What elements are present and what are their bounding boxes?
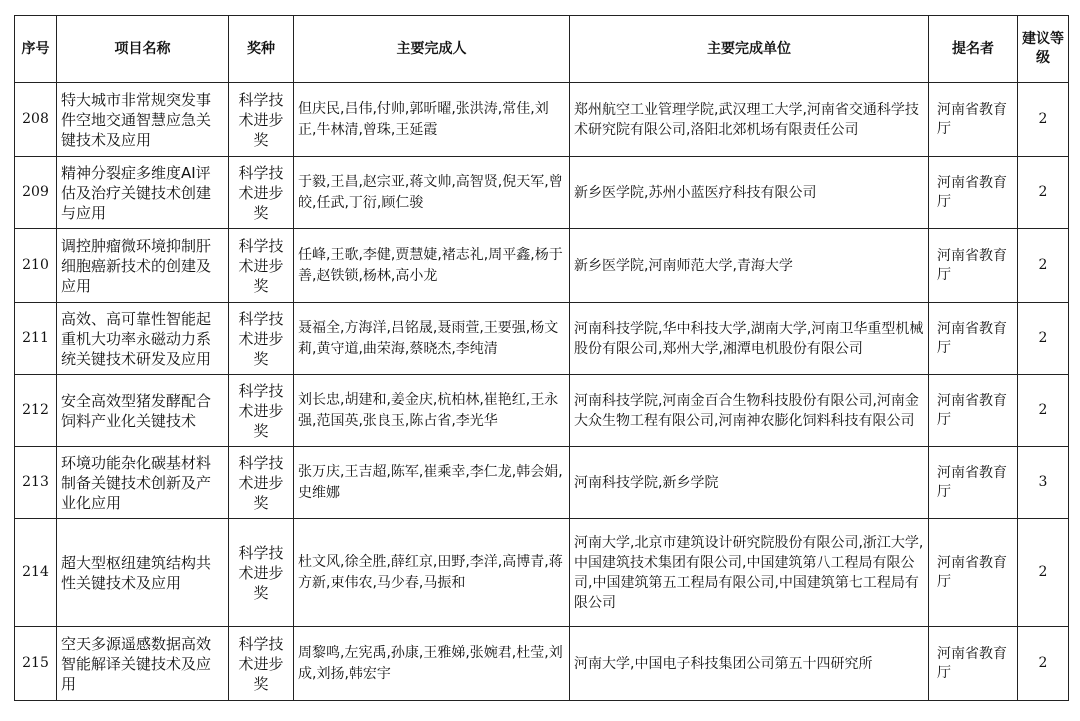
cell-nominator: 河南省教育厅 [929, 83, 1018, 157]
cell-grade: 2 [1018, 519, 1069, 627]
cell-type: 科学技术进步奖 [229, 447, 294, 519]
cell-nominator: 河南省教育厅 [929, 229, 1018, 303]
cell-name: 安全高效型猪发酵配合饲料产业化关键技术 [57, 375, 229, 447]
cell-type: 科学技术进步奖 [229, 627, 294, 701]
cell-units: 河南科技学院,河南金百合生物科技股份有限公司,河南金大众生物工程有限公司,河南神农膨化饲料科技有限公司 [570, 375, 929, 447]
cell-nominator: 河南省教育厅 [929, 519, 1018, 627]
header-row [15, 16, 1069, 83]
cell-name: 空天多源遥感数据高效智能解译关键技术及应用 [57, 627, 229, 701]
header-type: 奖种 [229, 16, 294, 83]
cell-name: 超大型枢纽建筑结构共性关键技术及应用 [57, 519, 229, 627]
cell-num: 213 [15, 447, 57, 519]
cell-people: 聂福全,方海洋,吕铭晟,聂雨萱,王要强,杨文莉,黄守道,曲荣海,蔡晓杰,李纯清 [294, 303, 570, 375]
cell-name: 精神分裂症多维度AI评估及治疗关键技术创建与应用 [57, 157, 229, 229]
table-row [15, 229, 1069, 303]
cell-people: 任峰,王歌,李健,贾慧婕,褚志礼,周平鑫,杨于善,赵铁锁,杨林,高小龙 [294, 229, 570, 303]
cell-name: 调控肿瘤微环境抑制肝细胞癌新技术的创建及应用 [57, 229, 229, 303]
cell-nominator: 河南省教育厅 [929, 375, 1018, 447]
table-row [15, 375, 1069, 447]
table-row [15, 303, 1069, 375]
cell-grade: 2 [1018, 375, 1069, 447]
table-row [15, 519, 1069, 627]
cell-units: 河南科技学院,新乡学院 [570, 447, 929, 519]
header-units: 主要完成单位 [570, 16, 929, 83]
cell-nominator: 河南省教育厅 [929, 303, 1018, 375]
cell-nominator: 河南省教育厅 [929, 157, 1018, 229]
cell-name: 高效、高可靠性智能起重机大功率永磁动力系统关键技术研发及应用 [57, 303, 229, 375]
cell-people: 刘长忠,胡建和,姜金庆,杭柏林,崔艳红,王永强,范国英,张良玉,陈占省,李光华 [294, 375, 570, 447]
header-num: 序号 [15, 16, 57, 83]
table-row [15, 157, 1069, 229]
cell-grade: 2 [1018, 303, 1069, 375]
cell-name: 环境功能杂化碳基材料制备关键技术创新及产业化应用 [57, 447, 229, 519]
cell-grade: 2 [1018, 83, 1069, 157]
cell-type: 科学技术进步奖 [229, 157, 294, 229]
cell-type: 科学技术进步奖 [229, 83, 294, 157]
cell-grade: 2 [1018, 157, 1069, 229]
cell-type: 科学技术进步奖 [229, 519, 294, 627]
cell-num: 215 [15, 627, 57, 701]
cell-num: 208 [15, 83, 57, 157]
cell-units: 河南科技学院,华中科技大学,湖南大学,河南卫华重型机械股份有限公司,郑州大学,湘潭电机股份有限公司 [570, 303, 929, 375]
cell-num: 211 [15, 303, 57, 375]
awards-table [14, 15, 1069, 701]
cell-units: 河南大学,北京市建筑设计研究院股份有限公司,浙江大学,中国建筑技术集团有限公司,中国建筑第八工程局有限公司,中国建筑第五工程局有限公司,中国建筑第七工程局有限公司 [570, 519, 929, 627]
cell-type: 科学技术进步奖 [229, 303, 294, 375]
cell-people: 张万庆,王吉超,陈军,崔乘幸,李仁龙,韩会娟,史维娜 [294, 447, 570, 519]
cell-num: 210 [15, 229, 57, 303]
table-row [15, 447, 1069, 519]
cell-grade: 2 [1018, 627, 1069, 701]
cell-people: 周黎鸣,左宪禹,孙康,王雅娣,张婉君,杜莹,刘成,刘扬,韩宏宇 [294, 627, 570, 701]
header-people: 主要完成人 [294, 16, 570, 83]
cell-units: 新乡医学院,河南师范大学,青海大学 [570, 229, 929, 303]
cell-type: 科学技术进步奖 [229, 229, 294, 303]
table-row [15, 83, 1069, 157]
cell-nominator: 河南省教育厅 [929, 447, 1018, 519]
cell-num: 209 [15, 157, 57, 229]
cell-people: 于毅,王昌,赵宗亚,蒋文帅,高智贤,倪天军,曾皎,任武,丁衍,顾仁骏 [294, 157, 570, 229]
table-row [15, 627, 1069, 701]
cell-grade: 3 [1018, 447, 1069, 519]
header-name: 项目名称 [57, 16, 229, 83]
cell-units: 河南大学,中国电子科技集团公司第五十四研究所 [570, 627, 929, 701]
header-grade: 建议等级 [1018, 16, 1069, 83]
cell-units: 郑州航空工业管理学院,武汉理工大学,河南省交通科学技术研究院有限公司,洛阳北郊机场有限责任公司 [570, 83, 929, 157]
awards-table-container [14, 15, 1069, 701]
cell-units: 新乡医学院,苏州小蓝医疗科技有限公司 [570, 157, 929, 229]
cell-num: 214 [15, 519, 57, 627]
cell-people: 但庆民,吕伟,付帅,郭昕曜,张洪涛,常佳,刘正,牛林清,曾珠,王延霞 [294, 83, 570, 157]
header-nominator: 提名者 [929, 16, 1018, 83]
cell-num: 212 [15, 375, 57, 447]
cell-grade: 2 [1018, 229, 1069, 303]
cell-people: 杜文风,徐全胜,薛红京,田野,李洋,高博青,蒋方新,束伟农,马少春,马振和 [294, 519, 570, 627]
cell-nominator: 河南省教育厅 [929, 627, 1018, 701]
cell-type: 科学技术进步奖 [229, 375, 294, 447]
cell-name: 特大城市非常规突发事件空地交通智慧应急关键技术及应用 [57, 83, 229, 157]
